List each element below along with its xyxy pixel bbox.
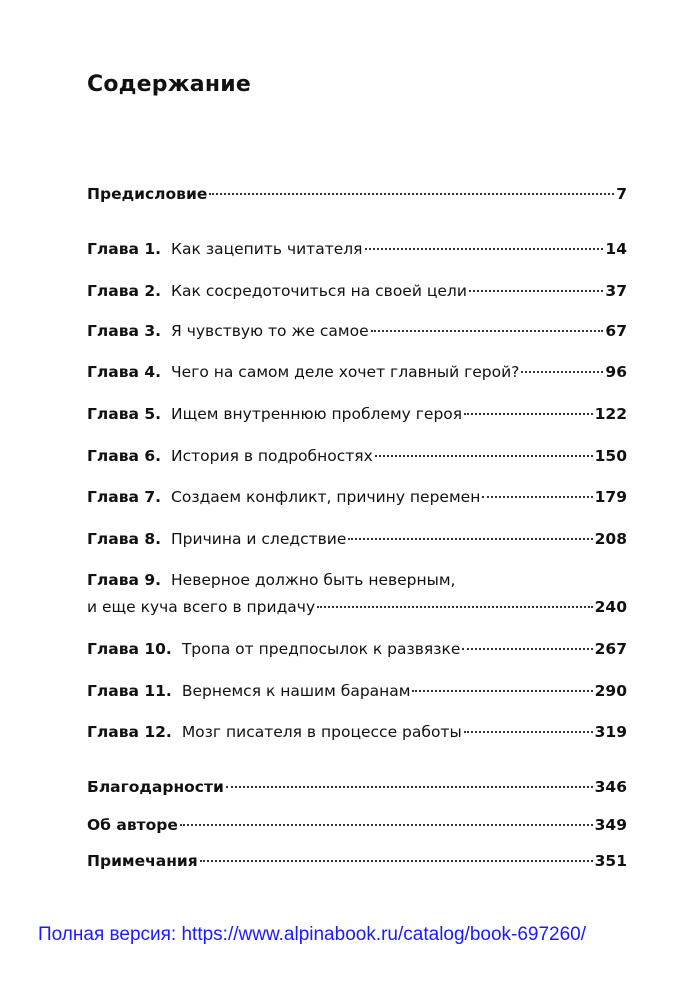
- toc-page-number: 37: [605, 282, 627, 300]
- toc-page-number: 14: [605, 240, 627, 258]
- dot-leader: [482, 496, 592, 498]
- dot-leader: [365, 248, 604, 250]
- toc-page-number: 349: [594, 816, 627, 834]
- toc-page-number: 240: [594, 598, 627, 616]
- toc-page-number: 351: [594, 852, 627, 870]
- toc-page-number: 122: [594, 405, 627, 423]
- toc-entry-preface[interactable]: [87, 184, 627, 204]
- chapter-label: Глава 7.: [87, 488, 162, 506]
- toc-page-number: 96: [605, 363, 627, 381]
- toc-page-number: 267: [594, 640, 627, 658]
- toc-entry-title: Предисловие: [87, 185, 208, 203]
- dot-leader: [521, 371, 603, 373]
- chapter-title: Ищем внутреннюю проблему героя: [171, 405, 463, 423]
- chapter-label: Глава 8.: [87, 530, 162, 548]
- toc-entry-chapter-5[interactable]: [87, 404, 627, 424]
- toc-entry-chapter-2[interactable]: [87, 281, 627, 301]
- chapter-title: Мозг писателя в процессе работы: [181, 723, 462, 741]
- dot-leader: [469, 290, 604, 292]
- dot-leader: [226, 786, 593, 788]
- toc-page-number: 150: [594, 447, 627, 465]
- toc-entry-chapter-1[interactable]: [87, 239, 627, 259]
- dot-leader: [200, 860, 593, 862]
- toc-page-number: 208: [594, 530, 627, 548]
- dot-leader: [348, 538, 592, 540]
- toc-entry-chapter-9-line-1[interactable]: [87, 570, 456, 590]
- dot-leader: [464, 413, 593, 415]
- chapter-title: Вернемся к нашим баранам: [181, 682, 411, 700]
- dot-leader: [371, 330, 604, 332]
- page-title: Содержание: [87, 72, 251, 97]
- toc-entry-notes[interactable]: [87, 851, 627, 871]
- full-version-link[interactable]: Полная версия: https://www.alpinabook.ru/catalog/book-697260/: [38, 924, 587, 945]
- dot-leader: [317, 606, 593, 608]
- toc-entry-chapter-6[interactable]: [87, 446, 627, 466]
- toc-page-number: 7: [616, 185, 627, 203]
- dot-leader: [375, 455, 593, 457]
- toc-entry-chapter-11[interactable]: [87, 681, 627, 701]
- chapter-title: Тропа от предпосылок к развязке: [181, 640, 461, 658]
- toc-page-number: 319: [594, 723, 627, 741]
- toc-page-number: 290: [594, 682, 627, 700]
- toc-entry-chapter-3[interactable]: [87, 321, 627, 341]
- dot-leader: [209, 193, 614, 195]
- chapter-title: Как зацепить читателя: [171, 240, 363, 258]
- toc-entry-chapter-9-line-2[interactable]: [87, 597, 627, 617]
- toc-entry-title: Об авторе: [87, 816, 178, 834]
- chapter-title: Создаем конфликт, причину перемен: [171, 488, 481, 506]
- chapter-label: Глава 9.: [87, 571, 162, 589]
- toc-entry-title: Примечания: [87, 852, 198, 870]
- chapter-title-continued: и еще куча всего в придачу: [87, 598, 316, 616]
- chapter-label: Глава 2.: [87, 282, 162, 300]
- toc-entry-chapter-4[interactable]: [87, 362, 627, 382]
- chapter-title: Чего на самом деле хочет главный герой?: [171, 363, 520, 381]
- chapter-title: Неверное должно быть неверным,: [171, 571, 456, 589]
- toc-entry-about-author[interactable]: [87, 815, 627, 835]
- toc-page-number: 67: [605, 322, 627, 340]
- dot-leader: [462, 648, 592, 650]
- toc-page-number: 346: [594, 778, 627, 796]
- chapter-label: Глава 3.: [87, 322, 162, 340]
- toc-entry-chapter-12[interactable]: [87, 722, 627, 742]
- toc-entry-chapter-7[interactable]: [87, 487, 627, 507]
- chapter-label: Глава 12.: [87, 723, 172, 741]
- toc-entry-acknowledgements[interactable]: [87, 777, 627, 797]
- dot-leader: [412, 690, 592, 692]
- chapter-label: Глава 11.: [87, 682, 172, 700]
- toc-entry-chapter-8[interactable]: [87, 529, 627, 549]
- toc-page-number: 179: [594, 488, 627, 506]
- dot-leader: [180, 824, 593, 826]
- chapter-label: Глава 6.: [87, 447, 162, 465]
- toc-entry-title: Благодарности: [87, 778, 224, 796]
- chapter-title: Я чувствую то же самое: [171, 322, 369, 340]
- toc-entry-chapter-10[interactable]: [87, 639, 627, 659]
- chapter-title: Как сосредоточиться на своей цели: [171, 282, 467, 300]
- chapter-label: Глава 4.: [87, 363, 162, 381]
- chapter-title: История в подробностях: [171, 447, 373, 465]
- chapter-label: Глава 10.: [87, 640, 172, 658]
- chapter-label: Глава 1.: [87, 240, 162, 258]
- chapter-label: Глава 5.: [87, 405, 162, 423]
- chapter-title: Причина и следствие: [171, 530, 347, 548]
- dot-leader: [464, 731, 593, 733]
